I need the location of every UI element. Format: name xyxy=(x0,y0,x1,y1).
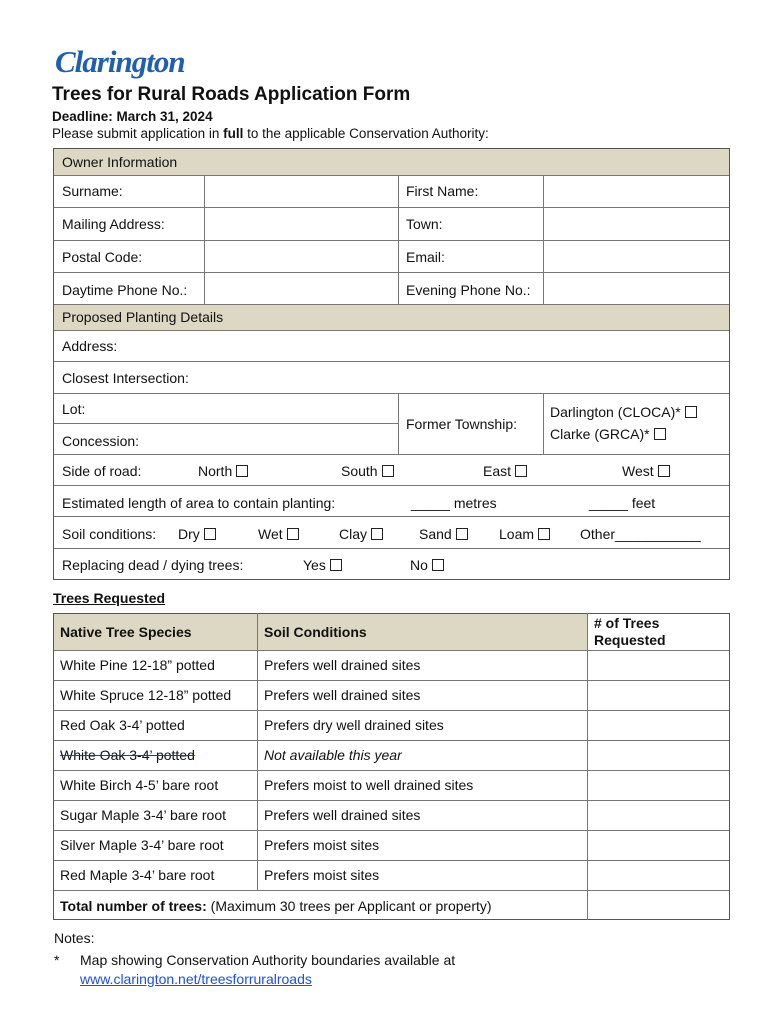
tree-species-cell: Sugar Maple 3-4’ bare root xyxy=(60,807,227,823)
darlington-option xyxy=(550,404,697,420)
no-option xyxy=(410,557,444,573)
col-species-header: Native Tree Species xyxy=(60,624,192,640)
dry-label: Dry xyxy=(178,526,200,542)
tree-species-cell: Red Maple 3-4’ bare root xyxy=(60,867,215,883)
replacing-trees-label: Replacing dead / dying trees: xyxy=(62,557,244,573)
west-option xyxy=(622,463,670,479)
east-option xyxy=(483,463,527,479)
metres-field[interactable]: _____ metres xyxy=(411,495,497,511)
tree-soil-cell: Prefers moist sites xyxy=(264,837,380,853)
postal-code-label: Postal Code: xyxy=(62,249,143,265)
tree-count-field[interactable] xyxy=(588,651,729,680)
dry-checkbox[interactable] xyxy=(204,528,216,540)
total-trees-bold: Total number of trees: xyxy=(60,898,207,914)
evening-phone-field[interactable] xyxy=(544,273,729,304)
planting-details-title: Proposed Planting Details xyxy=(62,309,224,325)
instructions-bold: full xyxy=(223,126,244,141)
loam-checkbox[interactable] xyxy=(538,528,550,540)
former-township-label: Former Township: xyxy=(406,416,518,432)
concession-field[interactable] xyxy=(150,424,397,454)
tree-count-field[interactable] xyxy=(588,861,729,890)
feet-field[interactable]: _____ feet xyxy=(589,495,656,511)
wet-option xyxy=(258,526,299,542)
total-trees-label xyxy=(60,898,492,914)
notes-bullet: * xyxy=(54,952,60,968)
dry-option xyxy=(178,526,216,542)
north-option xyxy=(198,463,248,479)
instructions xyxy=(52,126,489,141)
north-label: North xyxy=(198,463,233,479)
tree-count-field[interactable] xyxy=(588,711,729,740)
tree-soil-cell: Prefers moist to well drained sites xyxy=(264,777,474,793)
tree-soil-cell: Prefers moist sites xyxy=(264,867,380,883)
notes-text: Map showing Conservation Authority boundaries available at xyxy=(80,952,456,968)
clarke-checkbox[interactable] xyxy=(654,428,666,440)
loam-label: Loam xyxy=(499,526,535,542)
col-soil-header: Soil Conditions xyxy=(264,624,367,640)
west-checkbox[interactable] xyxy=(658,465,670,477)
south-label: South xyxy=(341,463,378,479)
south-checkbox[interactable] xyxy=(382,465,394,477)
mailing-address-field[interactable] xyxy=(205,208,397,240)
sand-option xyxy=(419,526,468,542)
treesforruralroads-link[interactable]: www.clarington.net/treesforruralroads xyxy=(80,971,312,987)
tree-species-cell: White Spruce 12-18” potted xyxy=(60,687,232,703)
clarington-logo: Clarington xyxy=(55,44,185,79)
tree-species-cell: White Birch 4-5’ bare root xyxy=(60,777,219,793)
wet-label: Wet xyxy=(258,526,283,542)
yes-label: Yes xyxy=(303,557,326,573)
tree-count-field[interactable] xyxy=(588,741,729,770)
town-label: Town: xyxy=(406,216,443,232)
length-label: Estimated length of area to contain planting: xyxy=(62,495,336,511)
south-option xyxy=(341,463,394,479)
west-label: West xyxy=(622,463,654,479)
darlington-label: Darlington (CLOCA)* xyxy=(550,404,681,420)
east-checkbox[interactable] xyxy=(515,465,527,477)
address-field[interactable] xyxy=(130,331,729,361)
surname-label: Surname: xyxy=(62,183,123,199)
yes-checkbox[interactable] xyxy=(330,559,342,571)
other-field[interactable]: Other___________ xyxy=(580,526,701,542)
tree-species-cell: Silver Maple 3-4’ bare root xyxy=(60,837,224,853)
clay-option xyxy=(339,526,383,542)
evening-phone-label: Evening Phone No.: xyxy=(406,282,531,298)
tree-soil-cell: Prefers well drained sites xyxy=(264,657,421,673)
no-label: No xyxy=(410,557,428,573)
tree-species-cell: White Pine 12-18” potted xyxy=(60,657,215,673)
closest-intersection-field[interactable] xyxy=(205,362,729,393)
daytime-phone-label: Daytime Phone No.: xyxy=(62,282,188,298)
trees-requested-heading: Trees Requested xyxy=(53,590,166,606)
instructions-post: to the applicable Conservation Authority: xyxy=(243,126,489,141)
address-label: Address: xyxy=(62,338,118,354)
owner-info-title: Owner Information xyxy=(62,154,178,170)
instructions-pre: Please submit application in xyxy=(52,126,224,141)
loam-option xyxy=(499,526,550,542)
first-name-field[interactable] xyxy=(544,176,729,207)
sand-label: Sand xyxy=(419,526,452,542)
soil-conditions-label: Soil conditions: xyxy=(62,526,157,542)
daytime-phone-field[interactable] xyxy=(205,273,397,304)
surname-field[interactable] xyxy=(205,176,397,207)
clay-checkbox[interactable] xyxy=(371,528,383,540)
page-title: Trees for Rural Roads Application Form xyxy=(52,84,411,105)
clay-label: Clay xyxy=(339,526,368,542)
email-label: Email: xyxy=(406,249,445,265)
first-name-label: First Name: xyxy=(406,183,479,199)
darlington-checkbox[interactable] xyxy=(685,406,697,418)
clarke-option xyxy=(550,426,666,442)
lot-label: Lot: xyxy=(62,401,86,417)
tree-count-field[interactable] xyxy=(588,801,729,830)
col-count-header: # of Trees Requested xyxy=(594,615,666,648)
town-field[interactable] xyxy=(544,208,729,240)
north-checkbox[interactable] xyxy=(236,465,248,477)
concession-label: Concession: xyxy=(62,433,140,449)
tree-count-field[interactable] xyxy=(588,831,729,860)
side-of-road-label: Side of road: xyxy=(62,463,142,479)
east-label: East xyxy=(483,463,512,479)
total-trees-field[interactable] xyxy=(588,891,729,919)
total-trees-note: (Maximum 30 trees per Applicant or property) xyxy=(206,898,492,914)
sand-checkbox[interactable] xyxy=(456,528,468,540)
no-checkbox[interactable] xyxy=(432,559,444,571)
email-field[interactable] xyxy=(544,241,729,272)
tree-count-field[interactable] xyxy=(588,681,729,710)
tree-soil-cell: Not available this year xyxy=(264,747,402,763)
deadline: Deadline: March 31, 2024 xyxy=(52,109,213,124)
lot-field[interactable] xyxy=(100,394,397,423)
yes-option xyxy=(303,557,342,573)
postal-code-field[interactable] xyxy=(205,241,397,272)
clarke-label: Clarke (GRCA)* xyxy=(550,426,650,442)
tree-soil-cell: Prefers well drained sites xyxy=(264,807,421,823)
notes-label: Notes: xyxy=(54,930,95,946)
tree-species-cell: Red Oak 3-4’ potted xyxy=(60,717,185,733)
mailing-address-label: Mailing Address: xyxy=(62,216,165,232)
closest-intersection-label: Closest Intersection: xyxy=(62,370,189,386)
tree-soil-cell: Prefers dry well drained sites xyxy=(264,717,444,733)
tree-species-cell: White Oak 3-4’ potted xyxy=(60,747,195,763)
tree-soil-cell: Prefers well drained sites xyxy=(264,687,421,703)
tree-count-field[interactable] xyxy=(588,771,729,800)
wet-checkbox[interactable] xyxy=(287,528,299,540)
